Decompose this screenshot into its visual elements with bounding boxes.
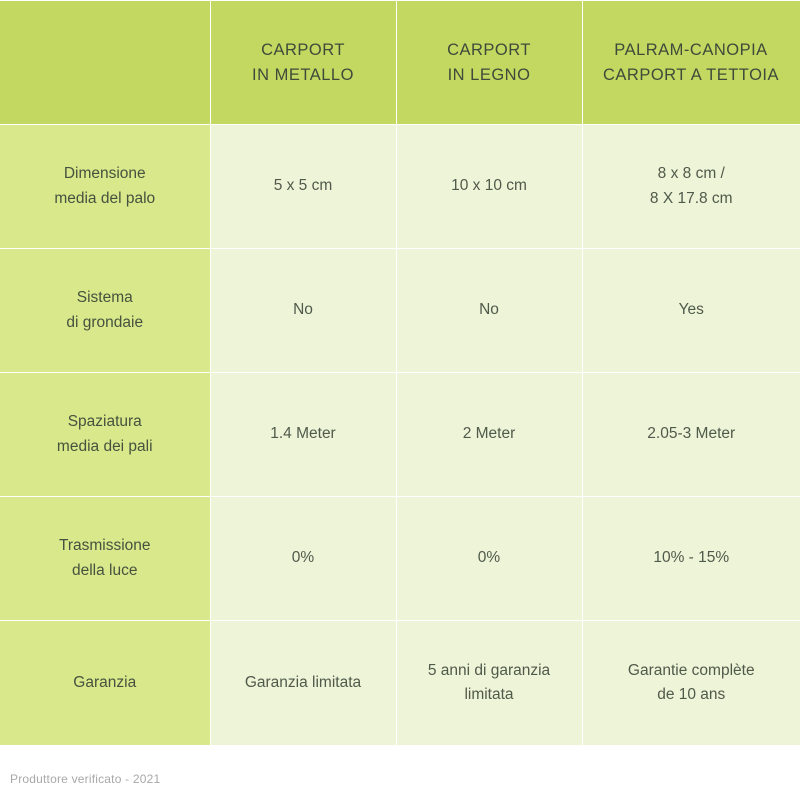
cell-spacing-metal (210, 373, 396, 497)
column-header-wood (396, 1, 582, 125)
cell-post-size-palram (582, 125, 800, 249)
table-row (0, 497, 800, 621)
table-row (0, 249, 800, 373)
cell-warranty-metal-line1: Garanzia limitata (244, 673, 362, 691)
table-header (0, 1, 800, 125)
table-row (0, 621, 800, 745)
table-body (0, 125, 800, 745)
cell-post-size-palram-line1: 8 x 8 cm / (657, 165, 725, 183)
cell-warranty-palram-line1: Garantie complète (627, 661, 755, 679)
cell-light-wood-line1: 0% (477, 549, 501, 567)
cell-post-size-metal-line1: 5 x 5 cm (273, 177, 333, 195)
header-row (0, 1, 800, 125)
cell-gutter-metal-line1: No (293, 301, 313, 319)
row-label-light-transmission (0, 497, 210, 621)
column-header-wood-line2: IN LEGNO (447, 65, 531, 84)
cell-gutter-metal (210, 249, 396, 373)
column-header-metal-line2: IN METALLO (252, 65, 354, 84)
cell-gutter-wood-line1: No (479, 301, 499, 319)
cell-warranty-metal (210, 621, 396, 745)
cell-post-size-palram-line2: 8 X 17.8 cm (649, 189, 733, 207)
column-header-metal-line1: CARPORT (261, 40, 345, 59)
row-label-gutter-system (0, 249, 210, 373)
cell-post-size-wood-line1: 10 x 10 cm (451, 177, 527, 195)
cell-warranty-wood-line2: limitata (464, 685, 514, 703)
cell-light-palram (582, 497, 800, 621)
row-label-gutter-system-line2: di grondaie (66, 313, 144, 331)
cell-warranty-wood (396, 621, 582, 745)
cell-light-wood (396, 497, 582, 621)
row-label-light-transmission-line1: Trasmissione (58, 537, 151, 555)
cell-gutter-palram-line1: Yes (678, 301, 704, 319)
row-label-warranty (0, 621, 210, 745)
cell-light-metal-line1: 0% (291, 549, 315, 567)
row-label-post-spacing (0, 373, 210, 497)
cell-warranty-palram (582, 621, 800, 745)
cell-warranty-wood-line1: 5 anni di garanzia (427, 661, 551, 679)
cell-spacing-palram (582, 373, 800, 497)
cell-light-metal (210, 497, 396, 621)
table-row (0, 373, 800, 497)
cell-gutter-wood (396, 249, 582, 373)
row-label-light-transmission-line2: della luce (72, 561, 138, 579)
column-header-palram (582, 1, 800, 125)
column-header-palram-line1: PALRAM-CANOPIA (614, 40, 768, 59)
cell-spacing-wood-line1: 2 Meter (462, 425, 516, 443)
footer-note: Produttore verificato - 2021 (10, 772, 161, 786)
row-label-warranty-line1: Garanzia (73, 673, 137, 691)
row-label-post-size-line2: media del palo (54, 189, 156, 207)
column-header-wood-line1: CARPORT (447, 40, 531, 59)
row-label-post-size-line1: Dimensione (63, 165, 146, 183)
cell-post-size-metal (210, 125, 396, 249)
cell-spacing-wood (396, 373, 582, 497)
cell-spacing-palram-line1: 2.05-3 Meter (647, 425, 736, 443)
row-label-post-spacing-line1: Spaziatura (67, 413, 142, 431)
table-row (0, 125, 800, 249)
column-header-metal (210, 1, 396, 125)
row-label-gutter-system-line1: Sistema (76, 289, 133, 307)
cell-spacing-metal-line1: 1.4 Meter (270, 425, 336, 443)
cell-light-palram-line1: 10% - 15% (653, 549, 730, 567)
row-label-post-size (0, 125, 210, 249)
column-header-palram-line2: CARPORT A TETTOIA (603, 65, 779, 84)
row-label-post-spacing-line2: media dei pali (56, 437, 153, 455)
header-corner-cell (0, 1, 210, 125)
cell-gutter-palram (582, 249, 800, 373)
cell-post-size-wood (396, 125, 582, 249)
cell-warranty-palram-line2: de 10 ans (657, 685, 726, 703)
